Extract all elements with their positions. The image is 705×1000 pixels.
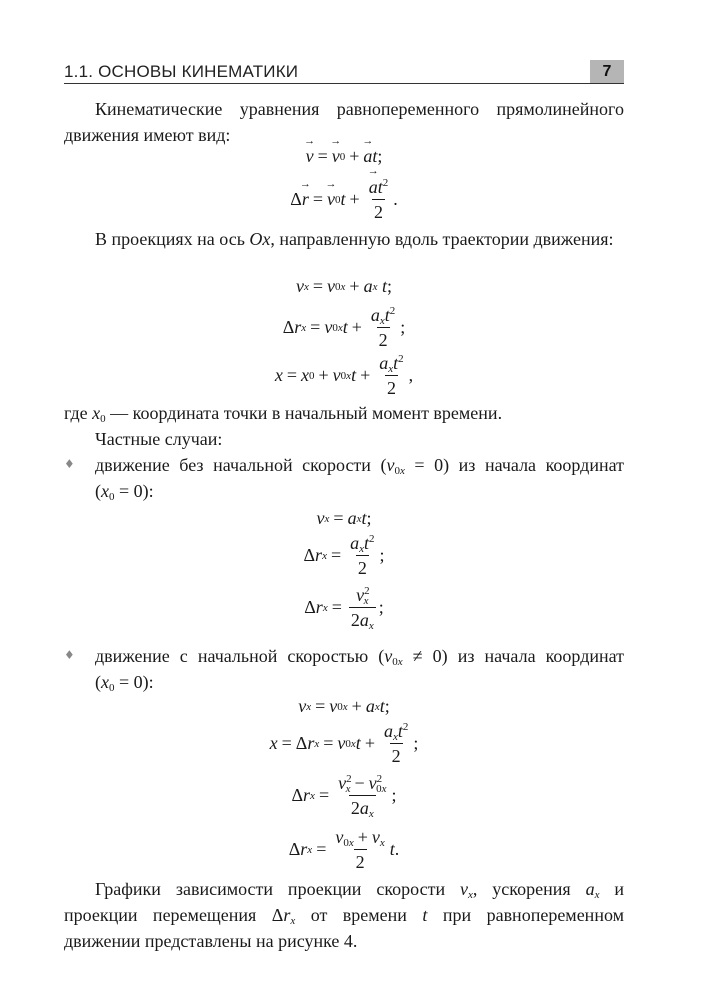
equation-case2-x: x = Δ r x = v 0x t + $\frac{a_xt^2}{2}$ ;: [269, 721, 419, 766]
projections-paragraph: [64, 226, 624, 252]
section-title: 1.1. ОСНОВЫ КИНЕМАТИКИ: [64, 62, 299, 81]
equation-delta-rx: Δ r x = v 0x t + $\frac{a_xt^2}{2}$ ;: [282, 305, 406, 350]
graphs-paragraph: [64, 876, 624, 954]
equation-vx: v x = v 0x + a x t ;: [295, 276, 392, 296]
equation-case1-delta-rx-velocity: Δ r x = $\frac{v^2_x}{2a_x}$ ;: [304, 585, 384, 632]
x0-definition: где $x_0$ — координата точки в начальный момент времени.: [64, 403, 503, 425]
page-number: 7: [590, 60, 624, 83]
running-header: [64, 60, 624, 84]
header-rule: [64, 83, 624, 84]
bullet1-condition: $(x_0 = 0)$:: [95, 481, 154, 503]
equation-case2-delta-rx-velocity: Δ r x = $\frac{v^2_x - v^2_{0x}}{2a_x}$ ;: [291, 773, 397, 820]
equation-case2-vx: v x = v 0x + a x t ;: [298, 696, 390, 716]
intro-paragraph: [64, 96, 624, 148]
bullet-with-initial-velocity: движение с начальной скоростью $(v_{0x} \ne 0)$ из начала координат: [95, 646, 625, 668]
intro-text: Кинематические уравнения равнопеременного прямолинейного движения имеют вид:: [64, 99, 624, 145]
equation-velocity-vector: → v = → v 0 + → a t ;: [64, 146, 624, 167]
special-cases-heading: Частные случаи:: [95, 429, 223, 449]
equation-x: x = x 0 + v 0x t + $\frac{a_xt^2}{2}$ ,: [274, 353, 414, 398]
equation-case1-vx: v x = a x t ;: [316, 508, 372, 528]
equation-case1-delta-rx: Δ r x = $\frac{a_xt^2}{2}$ ;: [303, 533, 385, 578]
bullet-diamond-icon: ♦: [64, 457, 75, 471]
bullet-no-initial-velocity: движение без начальной скорости $(v_{0x} = 0)$ из начала координат: [95, 455, 624, 477]
equation-displacement-vector: Δ → r = → v 0 t + → $\frac{at^2}{2}$ .: [64, 176, 624, 223]
equation-case2-delta-rx-mean: Δ r x = $\frac{v_{0x} + v_x}{2}$ t .: [288, 827, 400, 872]
projections-text: В проекциях на ось Ox, направленную вдоль траектории движения:: [95, 229, 614, 249]
bullet-diamond-icon: ♦: [64, 648, 75, 662]
graphs-text: Графики зависимости проекции скорости $v_x$, ускорения $a_x$ и проекции перемещения $\Delta r_x$ от времени t при равнопеременном движении представлены на рисунке 4.: [64, 879, 624, 951]
bullet2-condition: $(x_0 = 0)$:: [95, 672, 154, 694]
